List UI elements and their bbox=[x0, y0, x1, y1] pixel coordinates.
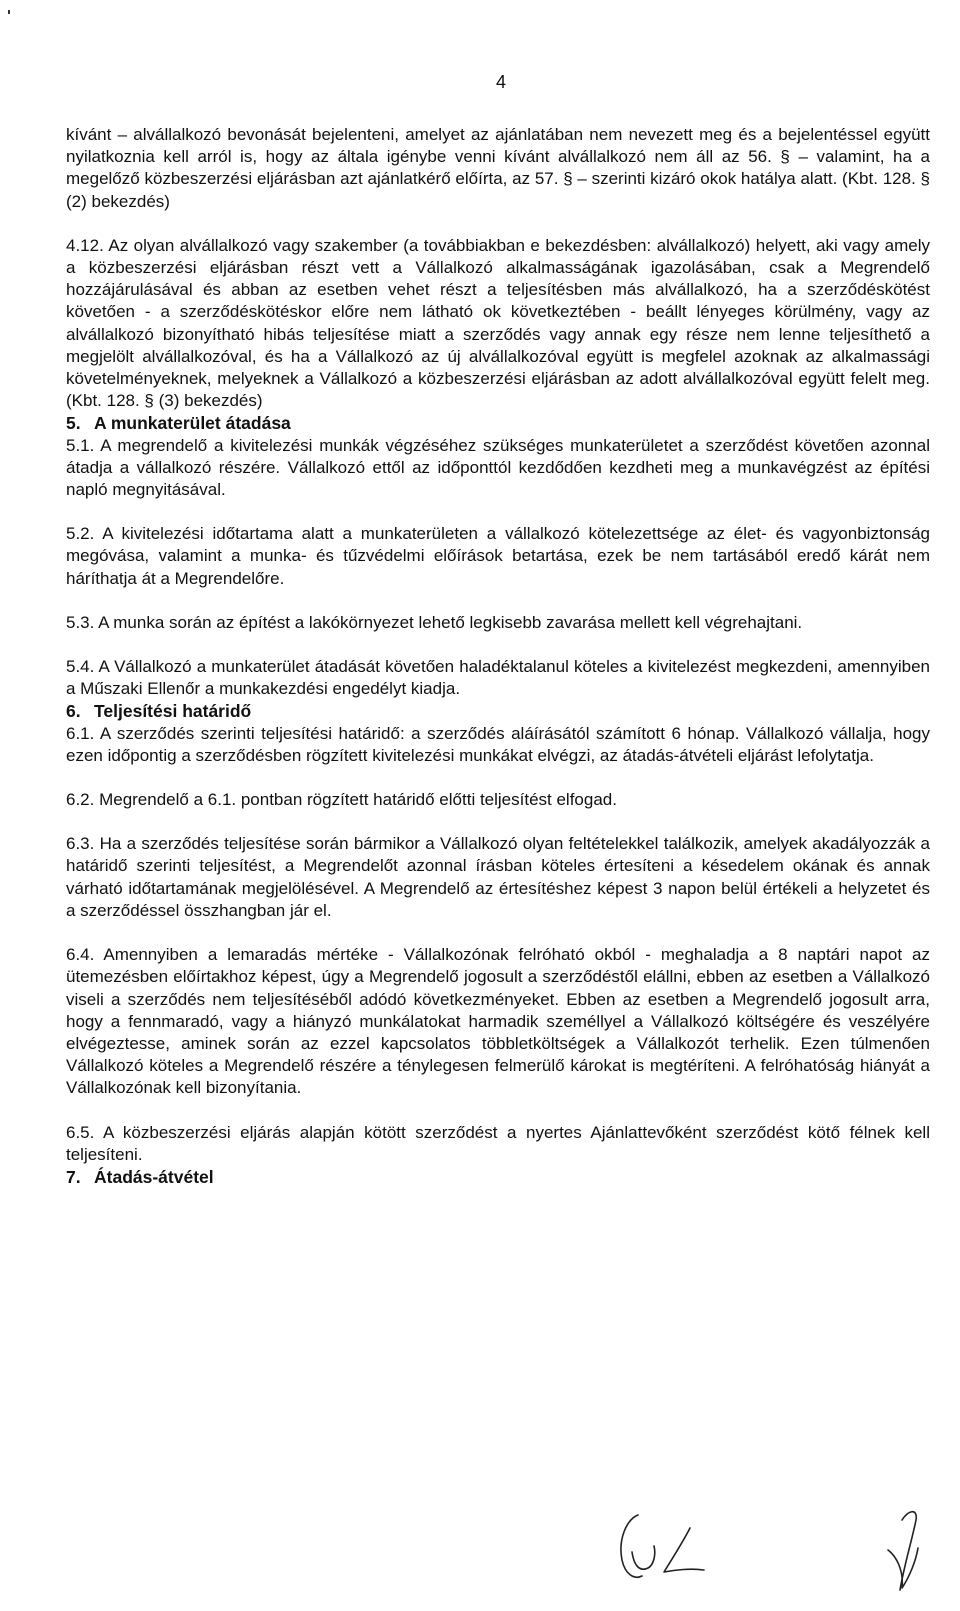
paragraph-4-12: 4.12. Az olyan alvállalkozó vagy szakember (a továbbiakban e bekezdésben: alvállalkozó) helyett, aki vagy amely a közbeszerzési eljárásban részt vett a Vállalkozó alkalmasságának igazolásában, csak a Megrendelő hozzájárulásával és abban az esetben vehet részt a teljesítésben más alvállalkozó, ha a szerződéskötést követően - a szerződéskötéskor előre nem látható ok következtében - beállt lényeges körülmény, vagy az alvállalkozó bizonyítható hibás teljesítése miatt a szerződés vagy annak egy része nem lenne teljesíthető a megjelölt alvállalkozóval, és ha a Vállalkozó az új alvállalkozóval együtt is megfelel azoknak az alkalmassági követelményeknek, melyeknek a Vállalkozó a közbeszerzési eljárásban az adott alvállalkozóval együtt felelt meg. (Kbt. 128. § (3) bekezdés) bbox=[66, 235, 930, 411]
paragraph-6-3: 6.3. Ha a szerződés teljesítése során bármikor a Vállalkozó olyan feltételekkel találkozik, amelyek akadályozzák a határidő szerinti teljesítést, a Megrendelőt azonnal írásban köteles értesíteni a késedelem okának és annak várható időtartamának megjelölésével. A Megrendelő az értesítéshez képest 3 napon belül értékeli a helyzetet és a szerződéssel összhangban jár el. bbox=[66, 834, 930, 920]
paragraph-6-5: 6.5. A közbeszerzési eljárás alapján kötött szerződést a nyertes Ajánlattevőként szerződést kötő félnek kell teljesíteni. bbox=[66, 1122, 930, 1164]
signature-initial-3 bbox=[664, 1528, 704, 1572]
paragraph-6-4: 6.4. Amennyiben a lemaradás mértéke - Vállalkozónak felróható okból - meghaladja a 8 naptári napot az ütemezésben előírtakhoz képest, úgy a Megrendelő jogosult a szerződéstől elállni, ebben az esetben a Vállalkozó viseli a szerződés nem teljesítéséből adódó következményeket. Ebben az esetben a Megrendelő jogosult arra, hogy a fennmaradó, vagy a hiányzó munkálatokat harmadik személlyel a Vállalkozó költségére és veszélyére elvégeztesse, aminek során az ezzel kapcsolatos többletköltségek a Vállalkozót terhelik. Ezen túlmenően Vállalkozó köteles a Megrendelő részére a ténylegesen felmerülő károkat is megtéríteni. A felróhatóság hiányát a Vállalkozónak kell bizonyítania. bbox=[66, 945, 930, 1098]
section-5-title: A munkaterület átadása bbox=[94, 413, 291, 434]
signature-initial-4 bbox=[900, 1512, 916, 1590]
paragraph-6-2: 6.2. Megrendelő a 6.1. pontban rögzített határidő előtti teljesítést elfogad. bbox=[66, 790, 617, 810]
section-6-title: Teljesítési határidő bbox=[94, 701, 252, 722]
signature-initial-2 bbox=[632, 1546, 655, 1569]
section-6-heading bbox=[66, 700, 930, 722]
paragraph-5-2: 5.2. A kivitelezési időtartama alatt a munkaterületen a vállalkozó kötelezettsége az élet- és vagyonbiztonság megóvása, valamint a munka- és tűzvédelmi előírások betartása, ezek be nem tartásából eredő kárát nem háríthatja át a Megrendelőre. bbox=[66, 524, 930, 588]
signature-initial-1 bbox=[621, 1515, 642, 1577]
paragraph-5-1: 5.1. A megrendelő a kivitelezési munkák végzéséhez szükséges munkaterületet a szerződést követően azonnal átadja a vállalkozó részére. Vállalkozó ettől az időponttól kezdődően kezdheti meg a munkavégzést az építési napló megnyitásával. bbox=[66, 435, 930, 500]
section-7-number: 7. bbox=[66, 1166, 81, 1187]
paragraph-5-4: 5.4. A Vállalkozó a munkaterület átadását követően haladéktalanul köteles a kivitelezést megkezdeni, amennyiben a Műszaki Ellenőr a munkakezdési engedélyt kiadja. bbox=[66, 657, 930, 699]
section-5-heading bbox=[66, 412, 930, 434]
section-7-title: Átadás-átvétel bbox=[94, 1166, 214, 1187]
signature-initial-5 bbox=[888, 1548, 918, 1588]
paragraph-continuation: kívánt – alvállalkozó bevonását bejelenteni, amelyet az ajánlatában nem nevezett meg és a bejelentéssel együtt nyilatkoznia kell arról is, hogy az általa igénybe venni kívánt alvállalkozó nem áll az 56. § – valamint, ha a megelőző közbeszerzési eljárásban azt ajánlatkérő előírta, az 57. § – szerinti kizáró okok hatálya alatt. (Kbt. 128. § (2) bekezdés) bbox=[66, 125, 930, 211]
page-number: 4 bbox=[496, 72, 507, 92]
section-5-number: 5. bbox=[66, 413, 81, 434]
paragraph-5-3: 5.3. A munka során az építést a lakókörnyezet lehető legkisebb zavarása mellett kell végrehajtani. bbox=[66, 612, 803, 632]
paragraph-6-1: 6.1. A szerződés szerinti teljesítési határidő: a szerződés aláírásától számított 6 hónap. Vállalkozó vállalja, hogy ezen időpontig a szerződésben rögzített kivitelezési munkákat elvégzi, az átadás-átvételi eljárást lefolytatja. bbox=[66, 723, 930, 765]
scan-speck bbox=[8, 10, 10, 14]
document-body bbox=[66, 124, 930, 1188]
section-7-heading bbox=[66, 1166, 930, 1188]
section-6-number: 6. bbox=[66, 701, 81, 722]
